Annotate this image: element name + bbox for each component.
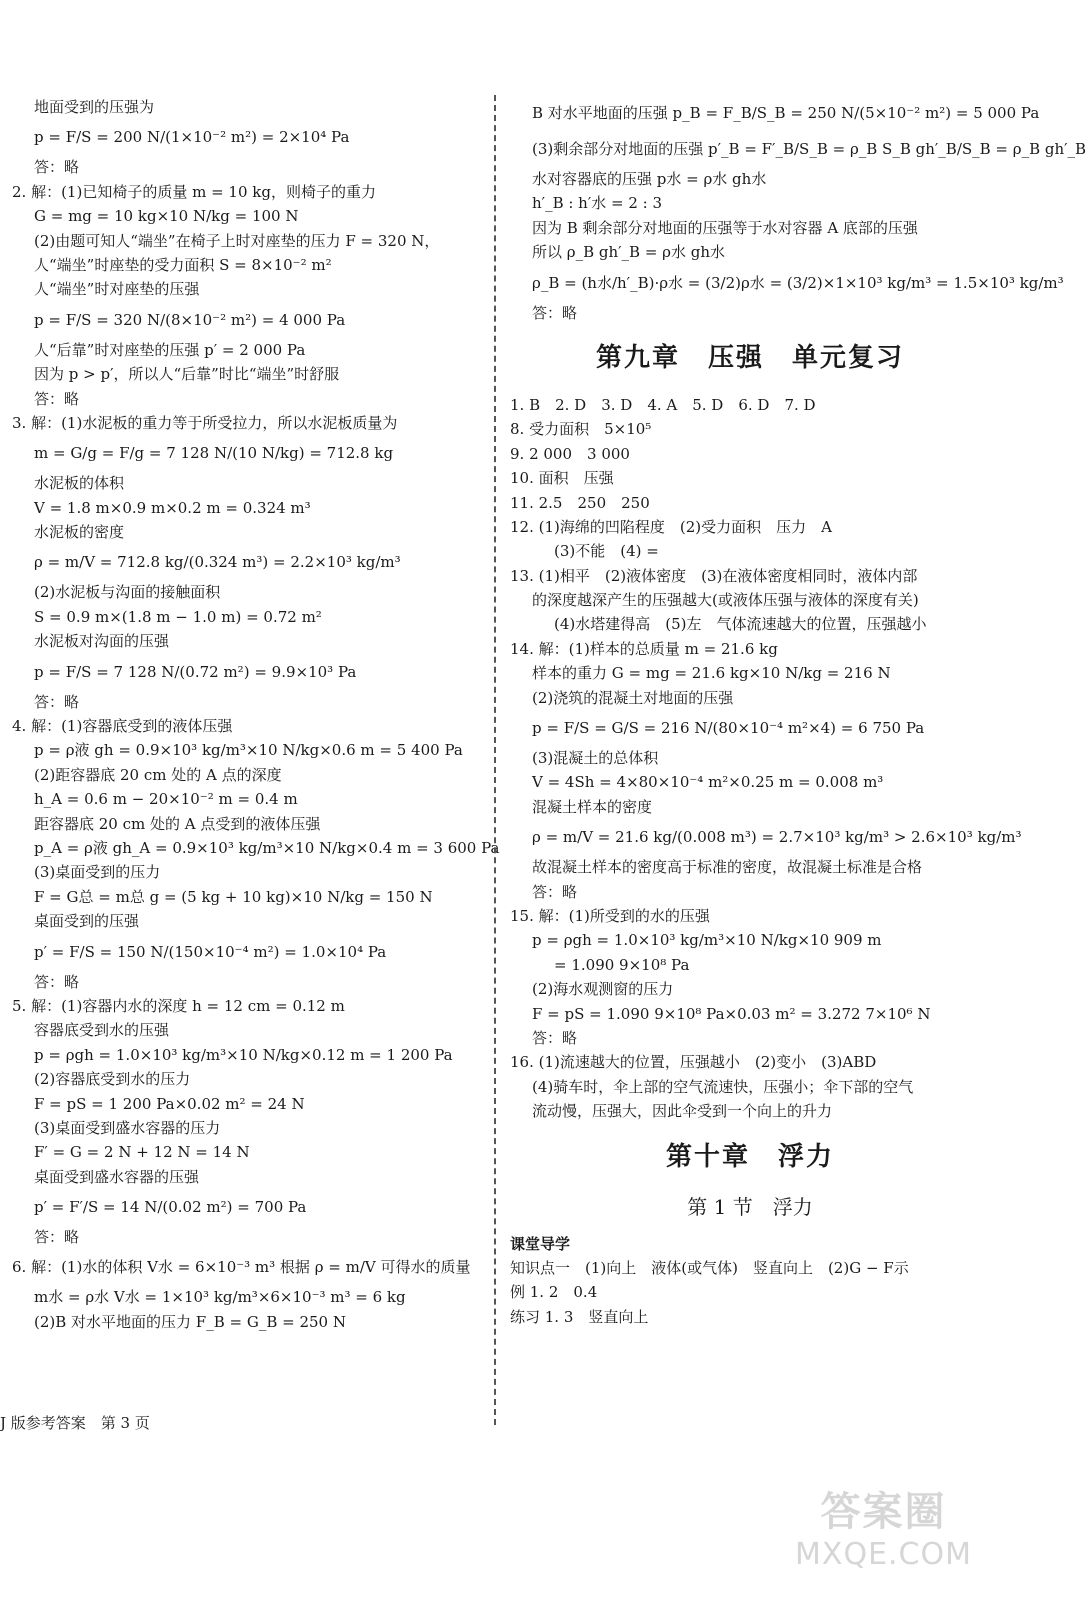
answer-line: (3)剩余部分对地面的压强 p′_B = F′_B/S_B = ρ_B S_B gh′_B/S_B = ρ_B gh′_B	[532, 140, 1086, 158]
review-line: 12. (1)海绵的凹陷程度 (2)受力面积 压力 A	[510, 517, 832, 536]
answer-line: 人“后靠”时对座垫的压强 p′ = 2 000 Pa	[34, 340, 306, 359]
review-line: 15. 解：(1)所受到的水的压强	[510, 906, 710, 925]
review-line: ρ = m/V = 21.6 kg/(0.008 m³) = 2.7×10³ kg/m³ > 2.6×10³ kg/m³	[532, 828, 1022, 847]
answer-line: (2)容器底受到水的压力	[34, 1070, 191, 1089]
answer-line: 水对容器底的压强 p水 = ρ水 gh水	[532, 170, 767, 188]
answer-line: S = 0.9 m×(1.8 m − 1.0 m) = 0.72 m²	[34, 607, 322, 626]
answer-line: 地面受到的压强为	[34, 98, 155, 116]
answer-line: F = pS = 1 200 Pa×0.02 m² = 24 N	[34, 1094, 305, 1113]
review-line: F = pS = 1.090 9×10⁸ Pa×0.03 m² = 3.272 7×10⁶ N	[532, 1004, 931, 1023]
answer-line: 水泥板的密度	[34, 523, 125, 542]
review-line: p = ρgh = 1.0×10³ kg/m³×10 N/kg×10 909 m	[532, 931, 882, 950]
classroom-line: 练习 1. 3 竖直向上	[510, 1307, 649, 1326]
watermark-top: 答案圈	[820, 1489, 947, 1535]
answer-line: 6. 解：(1)水的体积 V水 = 6×10⁻³ m³ 根据 ρ = m/V 可得水的质量	[12, 1258, 471, 1277]
column-divider	[494, 95, 496, 1425]
answer-line: m = G/g = F/g = 7 128 N/(10 N/kg) = 712.8 kg	[34, 444, 394, 463]
answer-line: 答：略	[34, 389, 80, 408]
answer-line: 因为 B 剩余部分对地面的压强等于水对容器 A 底部的压强	[532, 218, 918, 237]
answer-line: 桌面受到的压强	[34, 912, 140, 931]
review-line: = 1.090 9×10⁸ Pa	[554, 955, 690, 974]
answer-line: h′_B : h′水 = 2 : 3	[532, 194, 663, 213]
answer-line: (3)桌面受到盛水容器的压力	[34, 1118, 221, 1137]
right-column	[510, 95, 1086, 1329]
answer-line: 4. 解：(1)容器底受到的液体压强	[12, 717, 233, 736]
classroom-line: 例 1. 2 0.4	[510, 1283, 598, 1302]
review-line: (3)混凝土的总体积	[532, 749, 659, 768]
answer-line: 所以 ρ_B gh′_B = ρ水 gh水	[532, 243, 726, 262]
answer-line: h_A = 0.6 m − 20×10⁻² m = 0.4 m	[34, 790, 298, 809]
answer-line: 2. 解：(1)已知椅子的质量 m = 10 kg，则椅子的重力	[12, 182, 376, 201]
review-line: (4)骑车时，伞上部的空气流速快，压强小；伞下部的空气	[532, 1077, 914, 1096]
answer-line: p′ = F′/S = 14 N/(0.02 m²) = 700 Pa	[34, 1198, 307, 1217]
review-line: (2)浇筑的混凝土对地面的压强	[532, 688, 734, 707]
review-line: 8. 受力面积 5×10⁵	[510, 420, 652, 439]
review-line: 9. 2 000 3 000	[510, 444, 630, 463]
answer-line: (2)由题可知人“端坐”在椅子上时对座垫的压力 F = 320 N，	[34, 231, 440, 250]
watermark-logo	[795, 1480, 972, 1572]
left-column	[12, 95, 500, 1334]
answer-line: ρ = m/V = 712.8 kg/(0.324 m³) = 2.2×10³ kg/m³	[34, 553, 401, 572]
section-1-title: 第 1 节 浮力	[687, 1194, 813, 1219]
classroom-line: 知识点一 (1)向上 液体(或气体) 竖直向上 (2)G − F示	[510, 1258, 909, 1277]
answer-line: 水泥板的体积	[34, 474, 125, 493]
answer-line: 答：略	[34, 972, 80, 991]
review-line: (2)海水观测窗的压力	[532, 980, 674, 999]
review-line: 13. (1)相平 (2)液体密度 (3)在液体密度相同时，液体内部	[510, 566, 918, 585]
answer-line: (2)水泥板与沟面的接触面积	[34, 583, 221, 602]
review-line: 答：略	[532, 1028, 578, 1047]
review-line: 1. B 2. D 3. D 4. A 5. D 6. D 7. D	[510, 395, 816, 414]
chapter-9-review-answers	[510, 393, 1022, 1124]
classroom-heading: 课堂导学	[510, 1234, 571, 1253]
answer-line: 因为 p > p′，所以人“后靠”时比“端坐”时舒服	[34, 365, 340, 384]
answer-line: p = ρgh = 1.0×10³ kg/m³×10 N/kg×0.12 m = 1 200 Pa	[34, 1045, 453, 1064]
review-line: (3)不能 (4) =	[554, 542, 659, 561]
answer-line: 3. 解：(1)水泥板的重力等于所受拉力，所以水泥板质量为	[12, 413, 398, 432]
page-footer: J 版参考答案 第 3 页	[0, 1414, 150, 1432]
answer-line: p = ρ液 gh = 0.9×10³ kg/m³×10 N/kg×0.6 m = 5 400 Pa	[34, 741, 463, 760]
review-line: 的深度越深产生的压强越大(或液体压强与液体的深度有关)	[532, 591, 919, 610]
answer-line: 容器底受到水的压强	[34, 1021, 170, 1040]
answer-line: (2)距容器底 20 cm 处的 A 点的深度	[34, 765, 282, 784]
review-line: 样本的重力 G = mg = 21.6 kg×10 N/kg = 216 N	[532, 664, 891, 683]
answer-line: G = mg = 10 kg×10 N/kg = 100 N	[34, 207, 299, 226]
answer-line: 答：略	[34, 158, 80, 177]
answer-line: 答：略	[34, 1228, 80, 1247]
answer-line: p_A = ρ液 gh_A = 0.9×10³ kg/m³×10 N/kg×0.4 m = 3 600 Pa	[34, 838, 500, 857]
review-line: 故混凝土样本的密度高于标准的密度，故混凝土标准是合格	[532, 858, 923, 877]
answer-line: (2)B 对水平地面的压力 F_B = G_B = 250 N	[34, 1312, 346, 1331]
review-line: 16. (1)流速越大的位置，压强越小 (2)变小 (3)ABD	[510, 1053, 877, 1072]
answer-line: F = G总 = m总 g = (5 kg + 10 kg)×10 N/kg = 150 N	[34, 887, 433, 906]
watermark-bottom: MXQE.COM	[795, 1537, 972, 1572]
answer-line: F′ = G = 2 N + 12 N = 14 N	[34, 1143, 250, 1162]
review-line: 10. 面积 压强	[510, 469, 614, 488]
review-line: V = 4Sh = 4×80×10⁻⁴ m²×0.25 m = 0.008 m³	[532, 773, 884, 792]
answer-line: 水泥板对沟面的压强	[34, 632, 170, 651]
review-line: 流动慢，压强大，因此伞受到一个向上的升力	[532, 1102, 833, 1121]
answer-line: 人“端坐”时对座垫的压强	[34, 280, 200, 299]
chapter-10-title: 第十章 浮力	[665, 1141, 834, 1172]
answer-line: 人“端坐”时座垫的受力面积 S = 8×10⁻² m²	[34, 255, 332, 274]
review-line: 答：略	[532, 882, 578, 901]
answer-line: 5. 解：(1)容器内水的深度 h = 12 cm = 0.12 m	[12, 996, 345, 1015]
answer-line: p′ = F/S = 150 N/(150×10⁻⁴ m²) = 1.0×10⁴ Pa	[34, 942, 387, 961]
review-line: (4)水塔建得高 (5)左 气体流速越大的位置，压强越小	[554, 615, 927, 634]
answer-line: 距容器底 20 cm 处的 A 点受到的液体压强	[34, 814, 321, 833]
answer-line: V = 1.8 m×0.9 m×0.2 m = 0.324 m³	[34, 498, 311, 517]
answer-line: (3)桌面受到的压力	[34, 863, 161, 882]
classroom-answers	[510, 1256, 990, 1329]
answer-line: p = F/S = 7 128 N/(0.72 m²) = 9.9×10³ Pa	[34, 662, 357, 681]
review-line: 混凝土样本的密度	[532, 797, 653, 816]
review-line: p = F/S = G/S = 216 N/(80×10⁻⁴ m²×4) = 6 750 Pa	[532, 719, 925, 738]
answer-line: m水 = ρ水 V水 = 1×10³ kg/m³×6×10⁻³ m³ = 6 kg	[34, 1288, 406, 1307]
review-line: 11. 2.5 250 250	[510, 493, 650, 512]
chapter-9-title: 第九章 压强 单元复习	[595, 342, 904, 373]
answer-line: B 对水平地面的压强 p_B = F_B/S_B = 250 N/(5×10⁻² m²) = 5 000 Pa	[532, 104, 1040, 122]
review-line: 14. 解：(1)样本的总质量 m = 21.6 kg	[510, 639, 778, 658]
answer-line: ρ_B = (h水/h′_B)·ρ水 = (3/2)ρ水 = (3/2)×1×10³ kg/m³ = 1.5×10³ kg/m³	[532, 273, 1064, 292]
answer-line: p = F/S = 200 N/(1×10⁻² m²) = 2×10⁴ Pa	[34, 128, 350, 147]
answer-line: 答：略	[34, 692, 80, 711]
problem-6-continuation	[510, 95, 1086, 325]
answer-line: p = F/S = 320 N/(8×10⁻² m²) = 4 000 Pa	[34, 310, 346, 329]
answer-line: 答：略	[532, 303, 578, 322]
answer-line: 桌面受到盛水容器的压强	[34, 1167, 200, 1186]
